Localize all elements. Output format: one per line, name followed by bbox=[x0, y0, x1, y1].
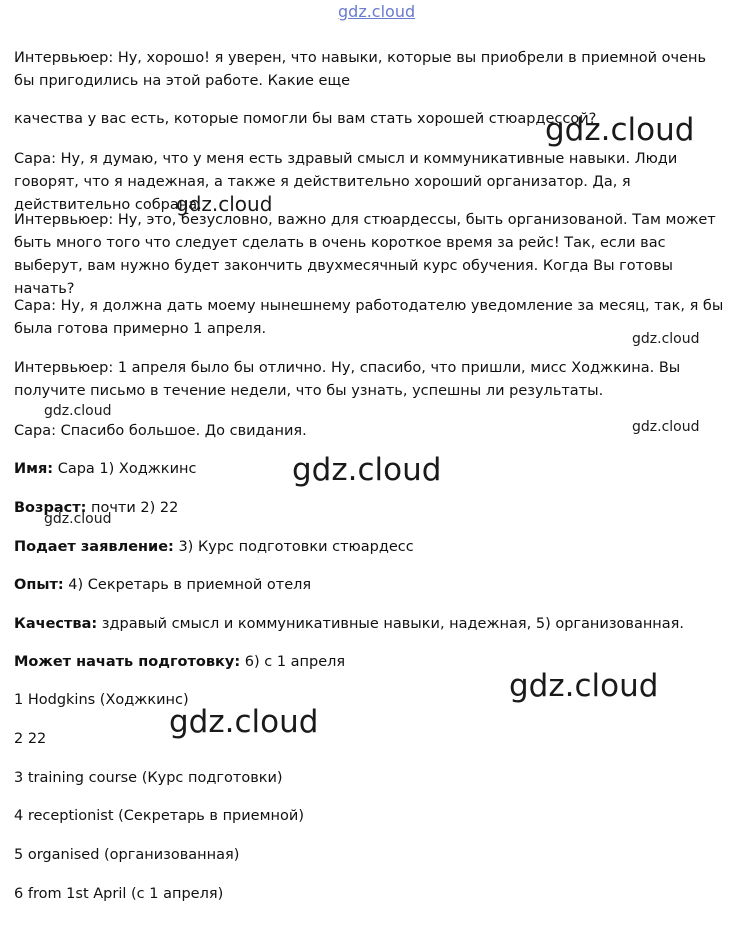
form-field-applying bbox=[14, 536, 726, 559]
answer-2: 2 22 bbox=[14, 731, 47, 747]
watermark: gdz.cloud bbox=[176, 192, 273, 216]
watermark: gdz.cloud bbox=[44, 403, 112, 419]
form-label: Подает заявление: bbox=[14, 539, 174, 555]
dialogue-paragraph-4: Интервьюер: Ну, это, безусловно, важно для стюардессы, быть организованой. Там может быть много того что следует сделать в очень короткое время за рейс! Так, если вас выберут, вам нужно будет закончить двухмесячный курс обучения. Когда Вы готовы начать? bbox=[14, 212, 716, 297]
form-value: 4) Секретарь в приемной отеля bbox=[63, 577, 312, 593]
form-label: Качества: bbox=[14, 616, 98, 632]
answer-6: 6 from 1st April (с 1 апреля) bbox=[14, 886, 224, 902]
form-field-qualities bbox=[14, 613, 726, 636]
form-value: 6) с 1 апреля bbox=[240, 654, 346, 670]
form-label: Имя: bbox=[14, 461, 54, 477]
watermark: gdz.cloud bbox=[44, 511, 112, 527]
form-value: здравый смысл и коммуникативные навыки, надежная, 5) организованная. bbox=[97, 616, 685, 632]
answer-3: 3 training course (Курс подготовки) bbox=[14, 770, 283, 786]
form-field-experience bbox=[14, 574, 726, 597]
watermark: gdz.cloud bbox=[545, 112, 695, 148]
dialogue-paragraph-1: Интервьюер: Ну, хорошо! я уверен, что навыки, которые вы приобрели в приемной очень бы пригодились на этой работе. Какие еще bbox=[14, 50, 707, 89]
form-value: Сара 1) Ходжкинс bbox=[53, 461, 197, 477]
form-label: Опыт: bbox=[14, 577, 64, 593]
form-label: Возраст: bbox=[14, 500, 87, 516]
dialogue-paragraph-7: Сара: Спасибо большое. До свидания. bbox=[14, 423, 307, 439]
dialogue-paragraph-2: качества у вас есть, которые помогли бы вам стать хорошей стюардессой? bbox=[14, 111, 597, 127]
header-watermark[interactable]: gdz.cloud bbox=[338, 2, 416, 21]
form-field-age bbox=[14, 497, 726, 520]
form-label: Может начать подготовку: bbox=[14, 654, 241, 670]
watermark: gdz.cloud bbox=[169, 704, 319, 740]
answer-4: 4 receptionist (Секретарь в приемной) bbox=[14, 808, 304, 824]
answer-1: 1 Hodgkins (Ходжкинс) bbox=[14, 692, 189, 708]
form-value: 3) Курс подготовки стюардесс bbox=[173, 539, 414, 555]
form-value: почти 2) 22 bbox=[86, 500, 179, 516]
watermark: gdz.cloud bbox=[292, 452, 442, 488]
watermark: gdz.cloud bbox=[632, 419, 700, 435]
watermark: gdz.cloud bbox=[509, 668, 659, 704]
dialogue-paragraph-6: Интервьюер: 1 апреля было бы отлично. Ну, спасибо, что пришли, мисс Ходжкина. Вы получите письмо в течение недели, что бы узнать, успешны ли результаты. bbox=[14, 360, 681, 399]
dialogue-paragraph-3: Сара: Ну, я думаю, что у меня есть здравый смысл и коммуникативные навыки. Люди говорят, что я надежная, а также я действительно хороший организатор. Да, я действительно собрана. bbox=[14, 151, 678, 213]
dialogue-paragraph-5: Сара: Ну, я должна дать моему нынешнему работодателю уведомление за месяц, так, я бы была готова примерно 1 апреля. bbox=[14, 298, 724, 337]
answer-5: 5 organised (организованная) bbox=[14, 847, 240, 863]
watermark: gdz.cloud bbox=[632, 331, 700, 347]
